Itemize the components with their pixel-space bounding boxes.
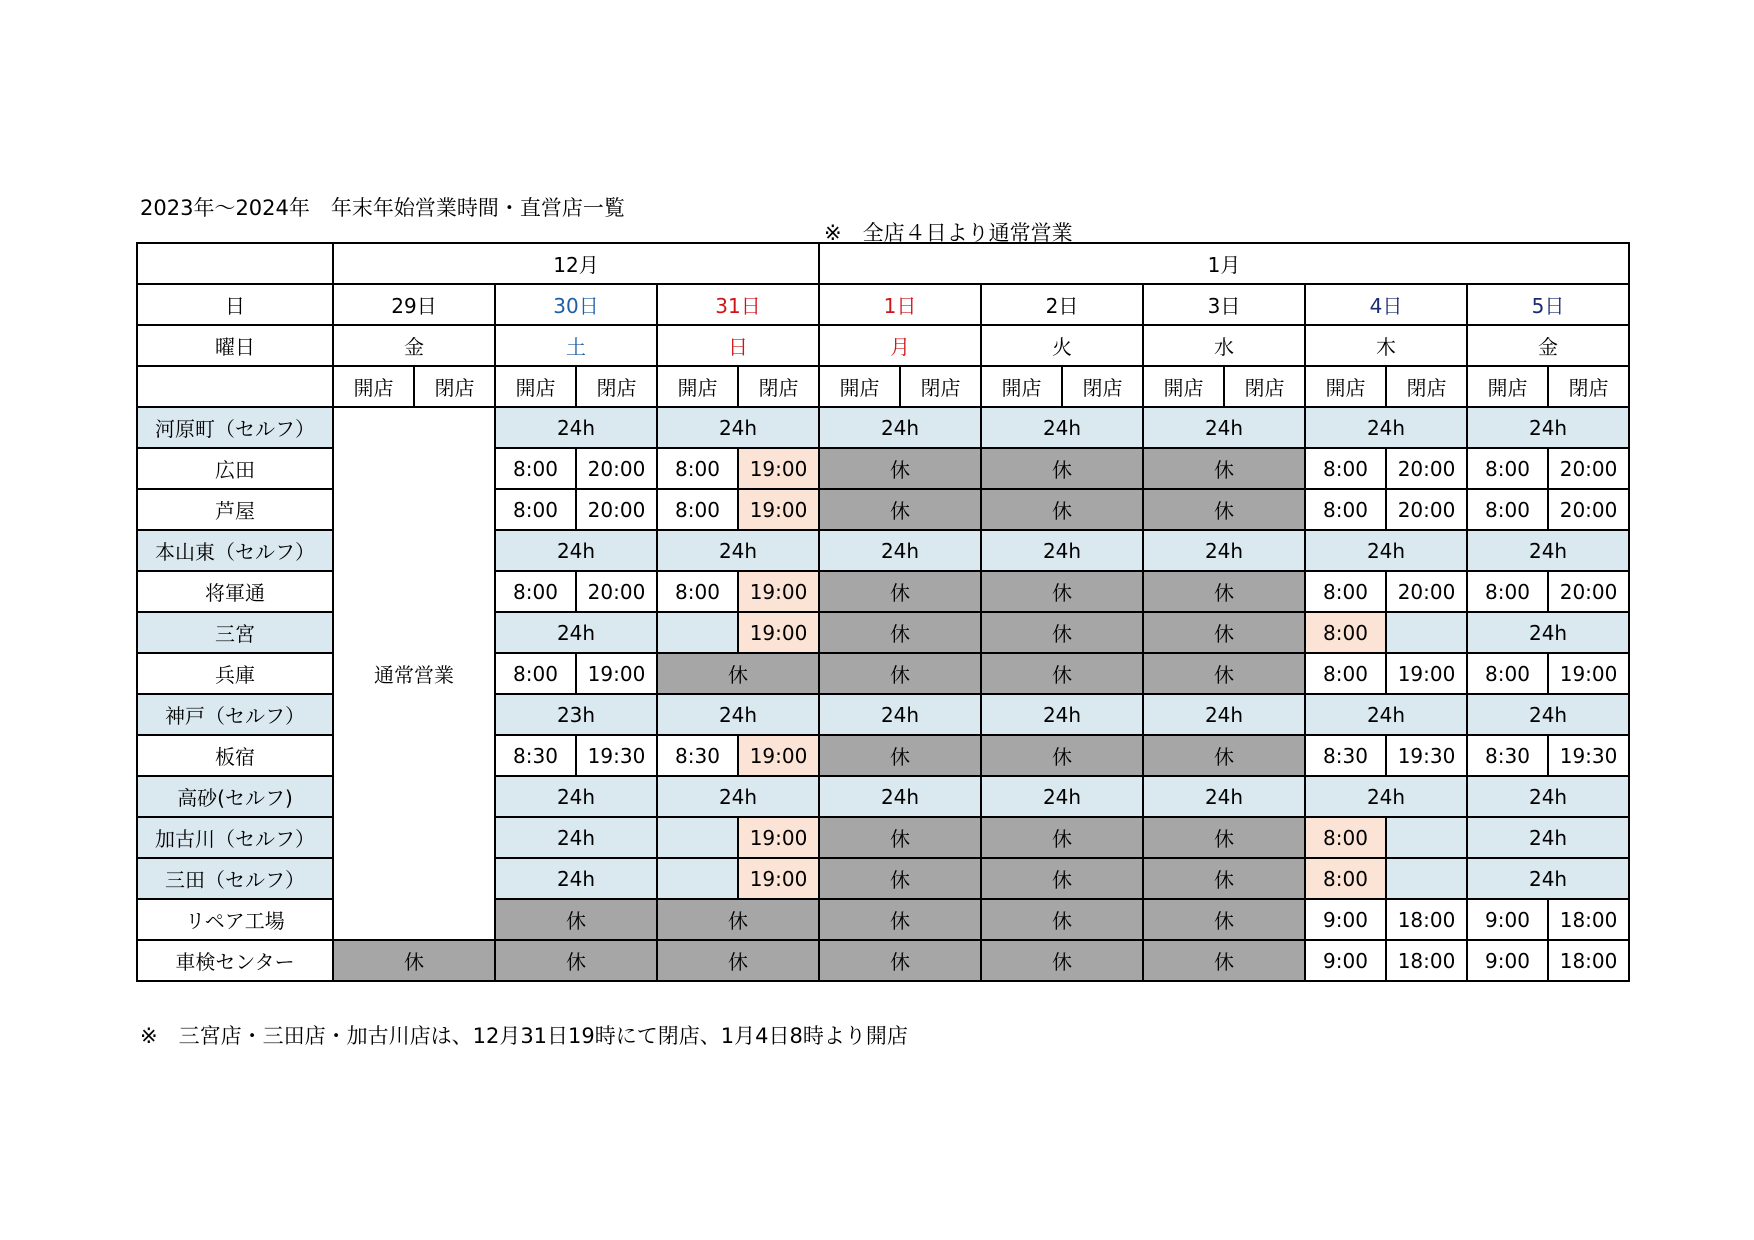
store-name: 加古川（セルフ） (137, 817, 333, 858)
open-time-cell: 8:00 (1467, 653, 1548, 694)
closed-cell: 休 (1143, 817, 1305, 858)
date-30: 30日 (495, 284, 657, 325)
store-row (137, 407, 1629, 448)
hours-cell: 24h (1143, 776, 1305, 817)
hours-cell: 24h (1305, 407, 1467, 448)
closed-cell: 休 (819, 653, 981, 694)
closed-cell: 休 (1143, 899, 1305, 940)
hours-cell: 24h (981, 407, 1143, 448)
closed-cell: 休 (495, 899, 657, 940)
weekday-label: 曜日 (137, 325, 333, 366)
open-time-cell: 8:00 (1305, 653, 1386, 694)
hours-cell: 24h (495, 776, 657, 817)
date-4: 4日 (1305, 284, 1467, 325)
open-time-cell: 8:00 (1305, 612, 1386, 653)
date-1: 1日 (819, 284, 981, 325)
close-time-cell: 19:00 (738, 858, 819, 899)
closed-cell: 休 (981, 858, 1143, 899)
weekday-30: 土 (495, 325, 657, 366)
store-name: 高砂(セルフ) (137, 776, 333, 817)
close-time-cell: 19:00 (738, 571, 819, 612)
weekday-31: 日 (657, 325, 819, 366)
closed-cell: 休 (981, 817, 1143, 858)
store-name: 河原町（セルフ） (137, 407, 333, 448)
close-time-cell: 20:00 (576, 448, 657, 489)
closed-cell: 休 (1143, 653, 1305, 694)
day-label: 日 (137, 284, 333, 325)
hours-cell: 24h (1467, 612, 1629, 653)
close-label: 閉店 (900, 366, 981, 407)
open-close-row (137, 366, 1629, 407)
open-label: 開店 (1467, 366, 1548, 407)
close-time-cell: 20:00 (576, 489, 657, 530)
open-time-cell (657, 858, 738, 899)
open-time-cell: 8:00 (495, 653, 576, 694)
close-time-cell: 19:00 (1548, 653, 1629, 694)
closed-cell: 休 (981, 735, 1143, 776)
hours-cell: 24h (495, 612, 657, 653)
close-label: 閉店 (1224, 366, 1305, 407)
closed-cell: 休 (819, 899, 981, 940)
closed-cell: 休 (819, 858, 981, 899)
close-time-cell: 18:00 (1548, 899, 1629, 940)
closed-cell: 休 (819, 571, 981, 612)
close-time-cell: 20:00 (1386, 448, 1467, 489)
close-time-cell: 19:30 (1548, 735, 1629, 776)
hours-cell: 24h (981, 776, 1143, 817)
store-name: 兵庫 (137, 653, 333, 694)
weekday-1: 月 (819, 325, 981, 366)
open-label: 開店 (819, 366, 900, 407)
open-label: 開店 (333, 366, 414, 407)
close-time-cell: 18:00 (1386, 940, 1467, 981)
close-time-cell: 19:00 (738, 489, 819, 530)
store-name: 三田（セルフ） (137, 858, 333, 899)
hours-cell: 24h (495, 530, 657, 571)
store-name: 将軍通 (137, 571, 333, 612)
close-time-cell: 19:30 (1386, 735, 1467, 776)
closed-cell: 休 (819, 817, 981, 858)
close-label: 閉店 (414, 366, 495, 407)
close-time-cell: 18:00 (1386, 899, 1467, 940)
close-time-cell: 20:00 (1548, 448, 1629, 489)
store-row (137, 940, 1629, 981)
open-time-cell: 8:30 (1305, 735, 1386, 776)
closed-cell: 休 (981, 612, 1143, 653)
closed-cell: 休 (1143, 571, 1305, 612)
document-title: 2023年～2024年 年末年始営業時間・直営店一覧 (140, 196, 625, 220)
open-time-cell: 9:00 (1467, 899, 1548, 940)
closed-cell: 休 (981, 489, 1143, 530)
store-name: 広田 (137, 448, 333, 489)
date-3: 3日 (1143, 284, 1305, 325)
weekday-5: 金 (1467, 325, 1629, 366)
open-time-cell: 9:00 (1305, 940, 1386, 981)
closed-cell: 休 (333, 940, 495, 981)
normal-business-cell: 通常営業 (333, 407, 495, 940)
hours-cell: 24h (657, 530, 819, 571)
close-label: 閉店 (1548, 366, 1629, 407)
notice-text: ※ 全店４日より通常営業 (824, 221, 1073, 245)
open-label: 開店 (981, 366, 1062, 407)
open-time-cell: 8:00 (1305, 489, 1386, 530)
hours-cell: 24h (819, 776, 981, 817)
hours-cell: 24h (657, 694, 819, 735)
hours-cell: 24h (495, 817, 657, 858)
hours-cell: 24h (1467, 776, 1629, 817)
close-time-cell: 20:00 (1386, 489, 1467, 530)
weekday-29: 金 (333, 325, 495, 366)
open-time-cell (657, 817, 738, 858)
closed-cell: 休 (819, 940, 981, 981)
month-row (137, 243, 1629, 284)
close-time-cell: 19:00 (738, 817, 819, 858)
hours-cell: 24h (1467, 407, 1629, 448)
close-time-cell (1386, 612, 1467, 653)
weekday-row (137, 325, 1629, 366)
open-time-cell: 8:00 (1305, 858, 1386, 899)
open-time-cell: 8:00 (495, 489, 576, 530)
store-name: 車検センター (137, 940, 333, 981)
open-time-cell: 8:00 (495, 571, 576, 612)
hours-cell: 24h (1467, 694, 1629, 735)
hours-cell: 24h (1467, 858, 1629, 899)
closed-cell: 休 (1143, 858, 1305, 899)
hours-cell: 24h (1305, 530, 1467, 571)
closed-cell: 休 (981, 940, 1143, 981)
store-name: 芦屋 (137, 489, 333, 530)
open-time-cell: 9:00 (1305, 899, 1386, 940)
hours-cell: 24h (1467, 817, 1629, 858)
open-time-cell: 8:00 (1467, 571, 1548, 612)
hours-cell: 24h (1467, 530, 1629, 571)
open-label: 開店 (495, 366, 576, 407)
open-label: 開店 (657, 366, 738, 407)
hours-cell: 24h (1305, 776, 1467, 817)
open-time-cell: 8:00 (657, 571, 738, 612)
open-label: 開店 (1305, 366, 1386, 407)
hours-cell: 24h (1305, 694, 1467, 735)
hours-cell: 24h (981, 530, 1143, 571)
month-january: 1月 (819, 243, 1629, 284)
hours-cell: 24h (819, 530, 981, 571)
store-name: リペア工場 (137, 899, 333, 940)
hours-cell: 24h (981, 694, 1143, 735)
open-time-cell: 8:00 (657, 489, 738, 530)
closed-cell: 休 (981, 448, 1143, 489)
close-time-cell: 19:00 (1386, 653, 1467, 694)
hours-cell: 24h (495, 858, 657, 899)
closed-cell: 休 (657, 899, 819, 940)
hours-cell: 23h (495, 694, 657, 735)
closed-cell: 休 (657, 940, 819, 981)
closed-cell: 休 (981, 899, 1143, 940)
open-time-cell: 8:00 (1305, 817, 1386, 858)
date-29: 29日 (333, 284, 495, 325)
closed-cell: 休 (819, 735, 981, 776)
open-time-cell: 8:00 (657, 448, 738, 489)
date-31: 31日 (657, 284, 819, 325)
hours-cell: 24h (495, 407, 657, 448)
month-december: 12月 (333, 243, 819, 284)
close-time-cell (1386, 858, 1467, 899)
open-time-cell: 8:00 (1467, 489, 1548, 530)
hours-cell: 24h (1143, 407, 1305, 448)
closed-cell: 休 (495, 940, 657, 981)
closed-cell: 休 (1143, 735, 1305, 776)
open-time-cell: 8:00 (495, 448, 576, 489)
store-name: 板宿 (137, 735, 333, 776)
close-time-cell: 20:00 (1548, 571, 1629, 612)
store-name: 本山東（セルフ） (137, 530, 333, 571)
corner-cell (137, 243, 333, 284)
closed-cell: 休 (819, 612, 981, 653)
weekday-4: 木 (1305, 325, 1467, 366)
open-close-corner (137, 366, 333, 407)
open-time-cell: 8:30 (1467, 735, 1548, 776)
close-time-cell: 18:00 (1548, 940, 1629, 981)
closed-cell: 休 (1143, 940, 1305, 981)
closed-cell: 休 (819, 489, 981, 530)
close-time-cell: 19:00 (738, 735, 819, 776)
closed-cell: 休 (981, 571, 1143, 612)
close-label: 閉店 (1386, 366, 1467, 407)
open-time-cell: 8:30 (495, 735, 576, 776)
hours-cell: 24h (1143, 530, 1305, 571)
open-time-cell: 8:00 (1467, 448, 1548, 489)
close-time-cell: 19:00 (738, 612, 819, 653)
close-time-cell (1386, 817, 1467, 858)
open-label: 開店 (1143, 366, 1224, 407)
date-row (137, 284, 1629, 325)
schedule-table (136, 242, 1630, 982)
hours-cell: 24h (819, 407, 981, 448)
close-label: 閉店 (1062, 366, 1143, 407)
date-5: 5日 (1467, 284, 1629, 325)
open-time-cell: 8:30 (657, 735, 738, 776)
close-time-cell: 19:30 (576, 735, 657, 776)
close-time-cell: 19:00 (738, 448, 819, 489)
hours-cell: 24h (657, 407, 819, 448)
open-time-cell: 8:00 (1305, 571, 1386, 612)
store-name: 神戸（セルフ） (137, 694, 333, 735)
closed-cell: 休 (657, 653, 819, 694)
date-2: 2日 (981, 284, 1143, 325)
close-label: 閉店 (576, 366, 657, 407)
closed-cell: 休 (1143, 489, 1305, 530)
close-time-cell: 20:00 (1548, 489, 1629, 530)
hours-cell: 24h (657, 776, 819, 817)
footnote-text: ※ 三宮店・三田店・加古川店は、12月31日19時にて閉店、1月4日8時より開店 (140, 1024, 908, 1048)
closed-cell: 休 (819, 448, 981, 489)
close-label: 閉店 (738, 366, 819, 407)
weekday-2: 火 (981, 325, 1143, 366)
open-time-cell: 9:00 (1467, 940, 1548, 981)
hours-cell: 24h (1143, 694, 1305, 735)
closed-cell: 休 (1143, 612, 1305, 653)
close-time-cell: 20:00 (1386, 571, 1467, 612)
open-time-cell (657, 612, 738, 653)
closed-cell: 休 (981, 653, 1143, 694)
hours-cell: 24h (819, 694, 981, 735)
open-time-cell: 8:00 (1305, 448, 1386, 489)
weekday-3: 水 (1143, 325, 1305, 366)
store-name: 三宮 (137, 612, 333, 653)
close-time-cell: 20:00 (576, 571, 657, 612)
closed-cell: 休 (1143, 448, 1305, 489)
close-time-cell: 19:00 (576, 653, 657, 694)
